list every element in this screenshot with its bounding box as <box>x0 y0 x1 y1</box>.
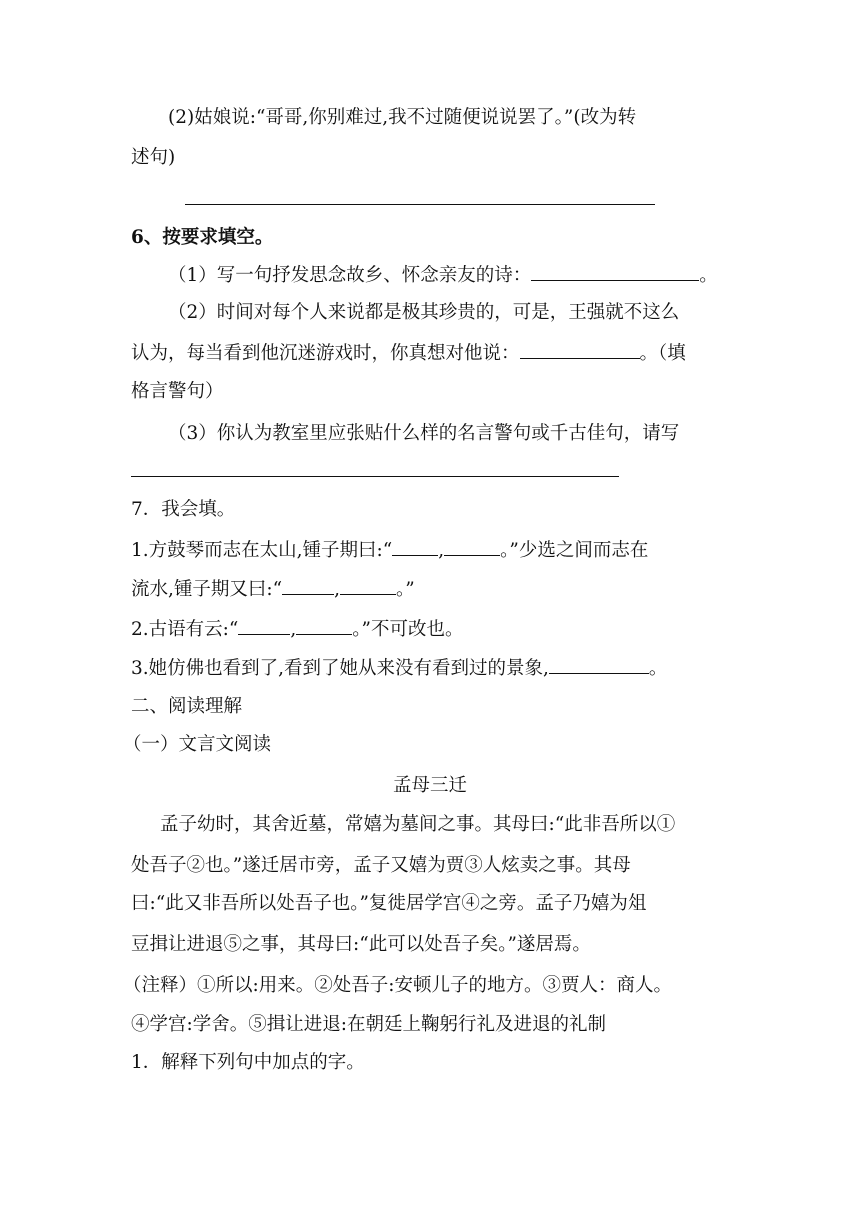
q7-item1-text2: 流水,锺子期又曰:“ <box>131 579 283 600</box>
comma: , <box>438 540 445 561</box>
answer-blank <box>520 340 640 359</box>
passage-line: 孟子幼时，其舍近墓，常嬉为墓间之事。其母曰:“此非吾所以① <box>160 814 676 835</box>
passage-line: 豆揖让进退⑤之事，其母曰:“此可以处吾子矣。”遂居焉。 <box>131 934 591 955</box>
q7-item3 <box>131 655 667 681</box>
answer-blank <box>340 576 396 595</box>
answer-blank <box>238 616 290 635</box>
passage-line: 处吾子②也。”遂迁居市旁，孟子又嬉为贾③人炫卖之事。其母 <box>131 855 631 876</box>
answer-blank <box>549 655 649 674</box>
q6-heading: 6、按要求填空。 <box>131 227 274 248</box>
answer-blank <box>282 576 334 595</box>
q5-item2-line1: (2)姑娘说:“哥哥,你别难过,我不过随便说说罢了。”(改为转 <box>168 107 637 128</box>
q7-item1-text: 1.方鼓琴而志在太山,锺子期曰:“ <box>131 540 393 561</box>
q7-item2-text: 2.古语有云:“ <box>131 619 239 640</box>
q7-item3-text: 3.她仿佛也看到了,看到了她从来没有看到过的景象, <box>131 658 549 679</box>
answer-blank <box>131 458 619 477</box>
q6-item3-line1: （3）你认为教室里应张贴什么样的名言警句或千古佳句，请写 <box>168 423 680 444</box>
passage-line: 曰:“此又非吾所以处吾子也。”复徙居学宫④之旁。孟子乃嬉为俎 <box>131 893 647 914</box>
passage-notes-line2: ④学宫:学舍。⑤揖让进退:在朝廷上鞠躬行礼及进退的礼制 <box>131 1014 606 1035</box>
answer-blank <box>296 616 352 635</box>
passage-notes-line1: （注释）①所以:用来。②处吾子:安顿儿子的地方。③贾人：商人。 <box>123 975 672 996</box>
q6-item2-end: 。（填 <box>639 343 686 364</box>
part2-heading: 二、阅读理解 <box>131 696 243 717</box>
part2-subheading: （一）文言文阅读 <box>123 734 272 755</box>
answer-blank <box>444 537 500 556</box>
q6-item1 <box>168 262 718 288</box>
q7-item2-text-end: 。”不可改也。 <box>352 619 464 640</box>
answer-line-q5 <box>185 204 655 205</box>
answer-blank <box>392 537 438 556</box>
comma: , <box>290 619 297 640</box>
reading-question-1: 1．解释下列句中加点的字。 <box>131 1052 365 1073</box>
q7-item3-end: 。 <box>648 658 668 679</box>
q7-item2 <box>131 616 463 642</box>
q7-heading: 7．我会填。 <box>131 499 236 520</box>
passage-title: 孟母三迁 <box>392 775 467 796</box>
q6-item2-text: 认为，每当看到他沉迷游戏时，你真想对他说： <box>131 343 520 364</box>
q6-item1-text: （1）写一句抒发思念故乡、怀念亲友的诗： <box>168 265 532 286</box>
answer-blank <box>531 262 699 281</box>
q6-item2-line2 <box>131 340 686 366</box>
q6-item2-line3: 格言警句） <box>131 381 224 402</box>
q6-item3-line2 <box>131 458 619 484</box>
q7-item1-line2 <box>131 576 415 602</box>
q7-item1-text2-end: 。” <box>395 579 415 600</box>
comma: , <box>334 579 340 600</box>
q6-item1-end: 。 <box>699 265 718 286</box>
q7-item1-line1 <box>131 537 648 563</box>
q6-item2-line1: （2）时间对每个人来说都是极其珍贵的，可是，王强就不这么 <box>168 302 680 323</box>
q7-item1-text-end: 。”少选之间而志在 <box>500 540 649 561</box>
q5-item2-line2: 述句) <box>131 147 176 168</box>
